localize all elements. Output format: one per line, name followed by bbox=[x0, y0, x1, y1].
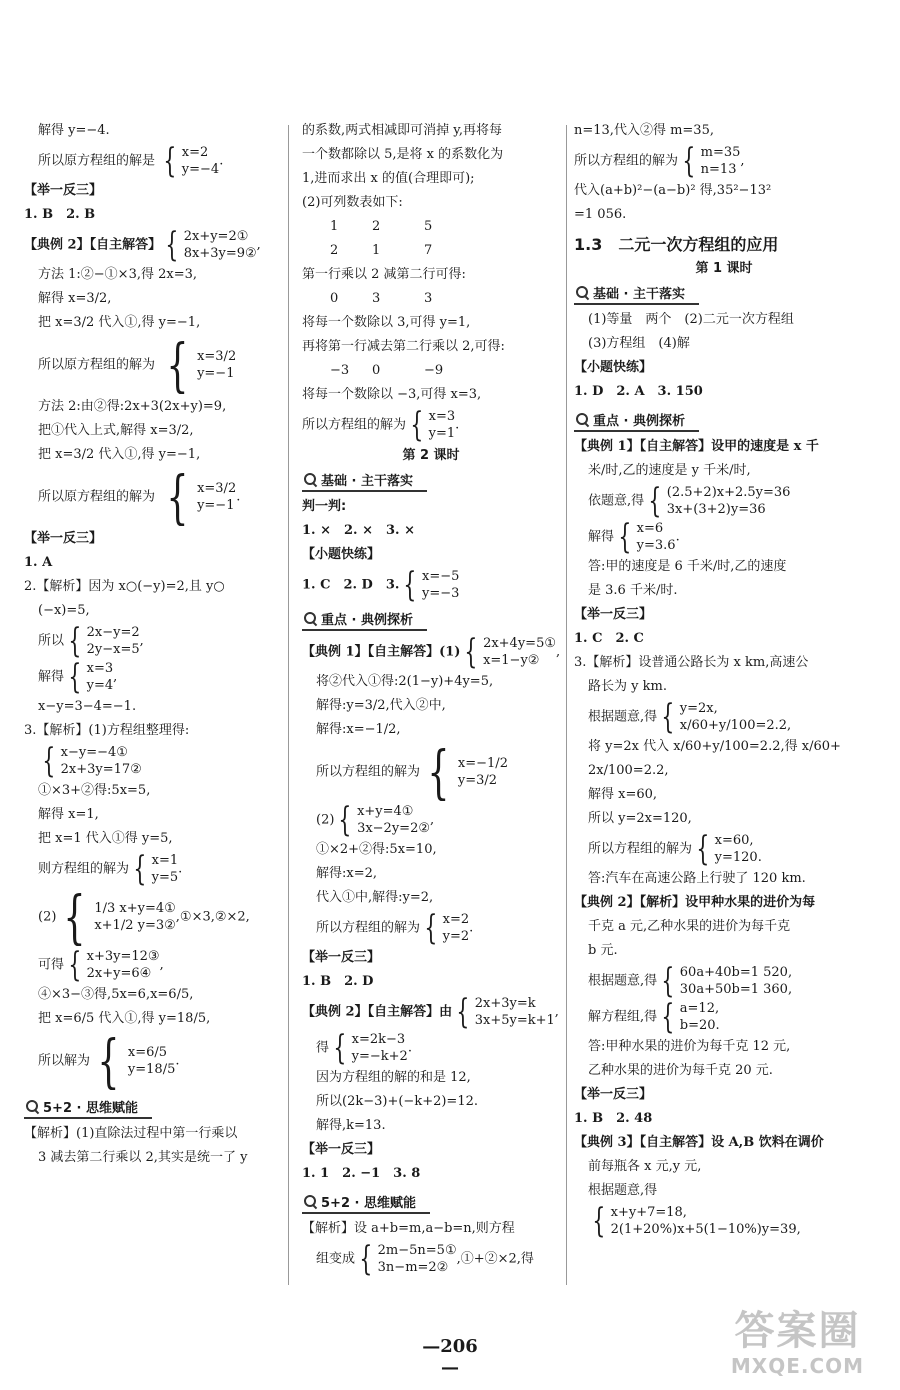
text-line: 解得,k=13. bbox=[316, 1118, 386, 1133]
label: 【典例 1】【自主解答】(1) bbox=[302, 644, 461, 660]
text-line: n=13,代入②得 m=35, bbox=[574, 123, 714, 138]
equation: x−y=−4① bbox=[60, 745, 128, 760]
example-line bbox=[302, 995, 560, 1029]
number-table-row bbox=[302, 360, 560, 382]
answers: 1. B 2. B bbox=[24, 207, 96, 222]
heading: 【举一反三】 bbox=[24, 531, 103, 546]
heading: 【举一反三】 bbox=[302, 1142, 381, 1157]
equation: x+y=4① bbox=[357, 804, 414, 819]
text: 所以方程组的解为 bbox=[316, 764, 421, 780]
equation-system: { 2m−5n=5① 3n−m=2② bbox=[359, 1242, 457, 1276]
text-line: 把 x=1 代入①得 y=5, bbox=[38, 831, 173, 846]
example-line bbox=[302, 635, 560, 669]
text-line: (3)方程组 (4)解 bbox=[588, 336, 690, 351]
equation: y=−1 bbox=[197, 366, 235, 381]
text-line: 答:甲的速度是 6 千米/时,乙的速度 bbox=[588, 559, 787, 574]
text: 所以解为 bbox=[38, 1053, 91, 1069]
equation-system: { x−y=−4① 2x+3y=17② bbox=[42, 744, 142, 778]
text-line: 千克 a 元,乙种水果的进价为每千克 bbox=[588, 919, 791, 934]
equation: y=2 bbox=[442, 929, 470, 944]
chapter-title: 1.3 二元一次方程组的应用 bbox=[574, 235, 779, 254]
text: 可得 bbox=[38, 957, 65, 973]
equation: x=2k−3 bbox=[351, 1032, 406, 1047]
text: 依题意,得 bbox=[588, 493, 645, 509]
text-line: 解得:x=−1/2, bbox=[316, 722, 401, 737]
heading: 【举一反三】 bbox=[574, 607, 653, 622]
text: , bbox=[430, 812, 435, 828]
example-line bbox=[24, 228, 276, 262]
cell: −3 bbox=[330, 363, 350, 378]
equation: x+y+7=18, bbox=[610, 1205, 687, 1220]
text: . bbox=[455, 417, 460, 433]
section-heading bbox=[574, 282, 699, 305]
equation: 3x+5y=k+1 bbox=[474, 1013, 555, 1028]
solution-line bbox=[302, 803, 560, 837]
text-line: 的系数,两式相减即可消掉 y,再将每 bbox=[302, 123, 503, 138]
equation: 2(1+20%)x+5(1−10%)y=39, bbox=[610, 1222, 801, 1237]
text: ,①×3,②×2, bbox=[175, 909, 250, 925]
equation: x=3/2 bbox=[197, 349, 237, 364]
text-line: b 元. bbox=[588, 943, 618, 958]
equation-system: { m=35 n=13 bbox=[682, 144, 741, 178]
heading: 【举一反三】 bbox=[302, 950, 381, 965]
text: . bbox=[407, 1040, 412, 1056]
text-line: x−y=3−4=−1. bbox=[38, 699, 137, 714]
text-line: 是 3.6 千米/时. bbox=[588, 583, 678, 598]
text: 所以方程组的解为 bbox=[574, 153, 679, 169]
equation-system: { x+y=4① 3x−2y=2② bbox=[338, 803, 430, 837]
answers: 1. 1 2. −1 3. 8 bbox=[302, 1166, 421, 1181]
text-line bbox=[574, 892, 874, 914]
equation-system: { a=12, b=20. bbox=[661, 1000, 720, 1034]
equation: x=3/2 bbox=[197, 481, 237, 496]
equation: x=2 bbox=[181, 145, 209, 160]
text-line: (−x)=5, bbox=[38, 603, 90, 618]
equation: x=1−y② bbox=[483, 653, 540, 668]
equation: 2x+3y=17② bbox=[60, 762, 142, 777]
equation-system: { x=1 y=5 bbox=[133, 852, 179, 886]
heading: 【小题快练】 bbox=[574, 360, 653, 375]
text-line: 一个数都除以 5,是将 x 的系数化为 bbox=[302, 147, 504, 162]
text: 根据题意,得 bbox=[588, 709, 658, 725]
text-line: 解得 y=−4. bbox=[38, 123, 110, 138]
solution-line bbox=[302, 911, 560, 945]
equation-system: { 60a+40b=1 520, 30a+50b=1 360, bbox=[661, 964, 793, 998]
text: 所以原方程组的解为 bbox=[38, 357, 156, 373]
solution-line bbox=[24, 888, 276, 946]
solution-line bbox=[574, 520, 874, 554]
solution-line bbox=[24, 744, 276, 778]
text: 所以方程组的解为 bbox=[316, 920, 421, 936]
cell: 1 bbox=[330, 219, 339, 234]
cell: 1 bbox=[372, 243, 381, 258]
section-title: 基础 · 主干落实 bbox=[321, 474, 413, 489]
text-line: 米/时,乙的速度是 y 千米/时, bbox=[588, 463, 751, 478]
text: 所以方程组的解为 bbox=[302, 417, 407, 433]
equation: y=−3 bbox=[422, 586, 460, 601]
equation: y=−4 bbox=[181, 162, 220, 177]
solution-line bbox=[24, 624, 276, 658]
equation: y=4 bbox=[86, 678, 114, 693]
equation: x=6/5 bbox=[127, 1045, 168, 1060]
equation-system: { 2x+y=2① 8x+3y=9② bbox=[165, 228, 257, 262]
text: , bbox=[159, 957, 164, 973]
text: , bbox=[740, 153, 745, 169]
text-line: 路长为 y km. bbox=[588, 679, 667, 694]
section-title: 5+2 · 思维赋能 bbox=[321, 1196, 416, 1211]
text-line: 3.【解析】设普通公路长为 x km,高速公 bbox=[574, 655, 809, 670]
text-line: 根据题意,得 bbox=[588, 1183, 658, 1198]
equation: x+3y=12③ bbox=[86, 949, 160, 964]
equation: y=2x, bbox=[679, 701, 718, 716]
text: 所以原方程组的解为 bbox=[38, 489, 156, 505]
text-line: 解得 x=60, bbox=[588, 787, 658, 802]
text: , bbox=[256, 237, 261, 253]
equation: y=3.6 bbox=[636, 538, 676, 553]
solution-line bbox=[574, 144, 874, 178]
text-line: 前每瓶各 x 元,y 元, bbox=[588, 1159, 702, 1174]
section-heading bbox=[302, 608, 427, 631]
cell: 3 bbox=[424, 291, 433, 306]
equation: x+1/2 y=3② bbox=[94, 918, 176, 933]
equation: 2x+3y=k bbox=[474, 996, 536, 1011]
equation-system: { 1/3 x+y=4① x+1/2 y=3② bbox=[63, 888, 176, 946]
equation: 1/3 x+y=4① bbox=[94, 901, 176, 916]
equation: m=35 bbox=[700, 145, 741, 160]
equation: y=120. bbox=[714, 850, 762, 865]
solution-line bbox=[302, 743, 560, 801]
section-heading bbox=[24, 1096, 152, 1119]
equation-system: { x=3/2 y=−1 bbox=[166, 336, 237, 394]
magnifier-icon bbox=[26, 1100, 39, 1113]
text: 根据题意,得 bbox=[588, 973, 658, 989]
equation-system: { x=2k−3 y=−k+2 bbox=[333, 1031, 408, 1065]
text-line: 把①代入上式,解得 x=3/2, bbox=[38, 423, 194, 438]
column-right bbox=[574, 120, 874, 1280]
column-divider bbox=[288, 125, 289, 1285]
text: 则方程组的解为 bbox=[38, 861, 130, 877]
equation: y=5 bbox=[151, 870, 179, 885]
equation: y=−1 bbox=[197, 498, 235, 513]
cell: 7 bbox=[424, 243, 433, 258]
solution-line bbox=[24, 852, 276, 886]
text: . bbox=[236, 489, 241, 505]
equation: y=−k+2 bbox=[351, 1049, 408, 1064]
text-line: 【解析】(1)直除法过程中第一行乘以 bbox=[24, 1126, 238, 1141]
equation: 60a+40b=1 520, bbox=[679, 965, 793, 980]
text: (2) bbox=[38, 909, 57, 925]
equation: x=−1/2 bbox=[457, 756, 508, 771]
text-line: 将 y=2x 代入 x/60+y/100=2.2,得 x/60+ bbox=[588, 739, 841, 754]
solution-line bbox=[24, 660, 276, 694]
cell: 0 bbox=[372, 363, 381, 378]
equation: 30a+50b=1 360, bbox=[679, 982, 793, 997]
number-table-row bbox=[302, 216, 560, 238]
answers: 1. B 2. 48 bbox=[574, 1111, 653, 1126]
heading: 判一判: bbox=[302, 499, 347, 514]
watermark-url: MXQE.COM bbox=[730, 1354, 865, 1378]
equation-system: { x=−1/2 y=3/2 bbox=[427, 743, 508, 801]
column-divider bbox=[566, 125, 567, 1285]
equation-system: { 2x−y=2 2y−x=5 bbox=[68, 624, 140, 658]
text-line: 3 减去第二行乘以 2,其实是统一了 y bbox=[38, 1150, 248, 1165]
text-line bbox=[574, 436, 874, 458]
equation: x=1 bbox=[151, 853, 179, 868]
solution-line bbox=[24, 336, 276, 394]
solution-line bbox=[24, 144, 276, 178]
section-heading bbox=[302, 469, 427, 492]
heading: 【举一反三】 bbox=[24, 183, 103, 198]
text-line: 解得:x=2, bbox=[316, 866, 378, 881]
equation: 8x+3y=9② bbox=[183, 246, 257, 261]
text: , bbox=[556, 644, 560, 660]
text: . bbox=[219, 153, 224, 169]
equation: y=18/5 bbox=[127, 1062, 176, 1077]
equation-system: { x=3 y=1 bbox=[410, 408, 456, 442]
solution-line bbox=[574, 832, 874, 866]
text-line: 解得 x=3/2, bbox=[38, 291, 112, 306]
equation-system: { x=3 y=4 bbox=[68, 660, 114, 694]
solution-line bbox=[24, 468, 276, 526]
solution-line bbox=[302, 408, 560, 442]
equation: y=1 bbox=[428, 426, 456, 441]
text: , bbox=[139, 633, 144, 649]
solution-line bbox=[574, 1000, 874, 1034]
equation: x=3 bbox=[86, 661, 114, 676]
text: 【典例 3】【自主解答】设 A,B 饮料在调价 bbox=[574, 1135, 824, 1150]
number-table-row bbox=[302, 288, 560, 310]
text-line: 解得 x=1, bbox=[38, 807, 99, 822]
text-line: 2x/100=2.2, bbox=[588, 763, 669, 778]
cell: −9 bbox=[424, 363, 444, 378]
text-line: 1,进而求出 x 的值(合理即可); bbox=[302, 171, 475, 186]
answer: 1. A bbox=[24, 555, 53, 570]
text: 所以方程组的解为 bbox=[588, 841, 693, 857]
magnifier-icon bbox=[304, 473, 317, 486]
answers: 1. C 2. C bbox=[574, 631, 644, 646]
number-table-row bbox=[302, 240, 560, 262]
text-line: 将每一个数除以 3,可得 y=1, bbox=[302, 315, 471, 330]
text-line: ④×3−③得,5x=6,x=6/5, bbox=[38, 987, 194, 1002]
heading: 【举一反三】 bbox=[574, 1087, 653, 1102]
equation: 2x+y=6④ bbox=[86, 966, 152, 981]
text: (2) bbox=[316, 812, 335, 828]
equation: b=20. bbox=[679, 1018, 720, 1033]
label: 【典例 2】【自主解答】 bbox=[24, 237, 162, 253]
equation: x/60+y/100=2.2, bbox=[679, 718, 792, 733]
text-line: ①×2+②得:5x=10, bbox=[316, 842, 437, 857]
cell: 5 bbox=[424, 219, 433, 234]
text-line: 代入①中,解得:y=2, bbox=[316, 890, 434, 905]
equation-system: { x+y+7=18, 2(1+20%)x+5(1−10%)y=39, bbox=[592, 1204, 801, 1238]
text: 组变成 bbox=[316, 1251, 356, 1267]
text: 得 bbox=[316, 1040, 330, 1056]
section-heading bbox=[574, 409, 699, 432]
equation: n=13 bbox=[700, 162, 737, 177]
text-line: 第一行乘以 2 减第二行可得: bbox=[302, 267, 466, 282]
equation-system: { x=−5 y=−3 bbox=[403, 568, 460, 602]
solution-line bbox=[574, 964, 874, 998]
equation-system: { x=6/5 y=18/5 bbox=[97, 1032, 176, 1090]
equation: 2x+y=2① bbox=[183, 229, 249, 244]
text: 解得 bbox=[588, 529, 615, 545]
section-title: 5+2 · 思维赋能 bbox=[43, 1101, 138, 1116]
text-line: 所以 y=2x=120, bbox=[588, 811, 692, 826]
section-title: 重点 · 典例探析 bbox=[593, 414, 685, 429]
answers: 1. B 2. D bbox=[302, 974, 374, 989]
equation: 3n−m=2② bbox=[377, 1260, 449, 1275]
solution-line bbox=[574, 1204, 874, 1238]
text-line: 方法 1:②−①×3,得 2x=3, bbox=[38, 267, 198, 282]
text-line: 乙种水果的进价为每千克 20 元. bbox=[588, 1063, 773, 1078]
equation: a=12, bbox=[679, 1001, 720, 1016]
text-line: 将每一个数除以 −3,可得 x=3, bbox=[302, 387, 482, 402]
text: 【典例 2】【解析】设甲种水果的进价为每 bbox=[574, 895, 816, 910]
section-title: 重点 · 典例探析 bbox=[321, 613, 413, 628]
label: 【典例 2】【自主解答】由 bbox=[302, 1004, 453, 1020]
text: . bbox=[175, 1053, 180, 1069]
answers bbox=[302, 568, 560, 602]
magnifier-icon bbox=[576, 286, 589, 299]
text: . bbox=[178, 861, 183, 877]
equation: (2.5+2)x+2.5y=36 bbox=[666, 485, 791, 500]
equation-system: { x=6 y=3.6 bbox=[618, 520, 676, 554]
magnifier-icon bbox=[576, 413, 589, 426]
text-line: =1 056. bbox=[574, 207, 627, 222]
text-line bbox=[574, 1132, 874, 1154]
text-line: 把 x=6/5 代入①,得 y=18/5, bbox=[38, 1011, 211, 1026]
lesson-title: 第 2 课时 bbox=[402, 448, 460, 463]
text: 所以 bbox=[38, 633, 65, 649]
equation-system: { (2.5+2)x+2.5y=36 3x+(3+2)y=36 bbox=[648, 484, 791, 518]
equation: y=3/2 bbox=[457, 773, 498, 788]
solution-line bbox=[574, 484, 874, 518]
cell: 2 bbox=[330, 243, 339, 258]
section-title: 基础 · 主干落实 bbox=[593, 287, 685, 302]
equation-system: { x=2 y=2 bbox=[424, 911, 470, 945]
text-line: 把 x=3/2 代入①,得 y=−1, bbox=[38, 447, 201, 462]
text: , bbox=[554, 1004, 559, 1020]
text: 1. C 2. D 3. bbox=[302, 577, 400, 593]
equation: 2x−y=2 bbox=[86, 625, 140, 640]
text-line: (2)可列数表如下: bbox=[302, 195, 403, 210]
equation-system: { x=2 y=−4 bbox=[163, 144, 220, 178]
text-line: 【解析】设 a+b=m,a−b=n,则方程 bbox=[302, 1221, 515, 1236]
cell: 2 bbox=[372, 219, 381, 234]
text-line: 把 x=3/2 代入①,得 y=−1, bbox=[38, 315, 201, 330]
solution-line bbox=[24, 948, 276, 982]
magnifier-icon bbox=[304, 1195, 317, 1208]
equation: x=6 bbox=[636, 521, 664, 536]
text: 解方程组,得 bbox=[588, 1009, 658, 1025]
text: . bbox=[675, 529, 680, 545]
equation-system: { x=60, y=120. bbox=[696, 832, 762, 866]
section-heading bbox=[302, 1191, 430, 1214]
solution-line bbox=[302, 1242, 560, 1276]
heading: 【小题快练】 bbox=[302, 547, 381, 562]
equation: 2x+4y=5① bbox=[483, 636, 556, 651]
page-number: —206— bbox=[422, 1336, 478, 1378]
equation: 2y−x=5 bbox=[86, 642, 140, 657]
watermark-logo bbox=[705, 1308, 890, 1386]
text-line: 将②代入①得:2(1−y)+4y=5, bbox=[316, 674, 494, 689]
equation: x=60, bbox=[714, 833, 754, 848]
equation: 3x−2y=2② bbox=[357, 821, 430, 836]
lesson-title: 第 1 课时 bbox=[695, 261, 753, 276]
equation: x=3 bbox=[428, 409, 456, 424]
text-line: 解得:y=3/2,代入②中, bbox=[316, 698, 446, 713]
column-middle bbox=[302, 120, 560, 1280]
text: 所以原方程组的解是 bbox=[38, 153, 156, 169]
text-line: 3.【解析】(1)方程组整理得: bbox=[24, 723, 190, 738]
solution-line bbox=[24, 1032, 276, 1090]
text-line: 方法 2:由②得:2x+3(2x+y)=9, bbox=[38, 399, 227, 414]
text-line: 因为方程组的解的和是 12, bbox=[316, 1070, 471, 1085]
text-line: 所以(2k−3)+(−k+2)=12. bbox=[316, 1094, 478, 1109]
text: 【典例 1】【自主解答】设甲的速度是 x 千 bbox=[574, 439, 819, 454]
text-line: 再将第一行减去第二行乘以 2,可得: bbox=[302, 339, 505, 354]
equation-system: { 2x+4y=5① x=1−y② bbox=[464, 635, 556, 669]
equation: x=2 bbox=[442, 912, 470, 927]
equation-system: { 2x+3y=k 3x+5y=k+1 bbox=[456, 995, 555, 1029]
solution-line bbox=[574, 700, 874, 734]
equation-system: { y=2x, x/60+y/100=2.2, bbox=[661, 700, 792, 734]
text: , bbox=[113, 669, 118, 685]
text-line: ①×3+②得:5x=5, bbox=[38, 783, 151, 798]
text: ,①+②×2,得 bbox=[456, 1251, 534, 1267]
text-line: 2.【解析】因为 x○(−y)=2,且 y○ bbox=[24, 579, 225, 594]
cell: 0 bbox=[330, 291, 339, 306]
watermark-text: 答案圈 bbox=[734, 1308, 861, 1354]
equation: 2m−5n=5① bbox=[377, 1243, 457, 1258]
magnifier-icon bbox=[304, 612, 317, 625]
cell: 3 bbox=[372, 291, 381, 306]
equation: 3x+(3+2)y=36 bbox=[666, 502, 766, 517]
text: 解得 bbox=[38, 669, 65, 685]
solution-line bbox=[302, 1031, 560, 1065]
text-line: (1)等量 两个 (2)二元一次方程组 bbox=[588, 312, 794, 327]
text: . bbox=[469, 920, 474, 936]
equation-system: { x=3/2 y=−1 bbox=[166, 468, 237, 526]
answers: 1. × 2. × 3. × bbox=[302, 523, 415, 538]
equation: x=−5 bbox=[422, 569, 460, 584]
text-line: 代入(a+b)²−(a−b)² 得,35²−13² bbox=[574, 183, 772, 198]
column-left bbox=[24, 120, 276, 1280]
text-line: 答:汽车在高速公路上行驶了 120 km. bbox=[588, 871, 806, 886]
answers: 1. D 2. A 3. 150 bbox=[574, 384, 703, 399]
text-line: 答:甲种水果的进价为每千克 12 元, bbox=[588, 1039, 791, 1054]
equation-system: { x+3y=12③ 2x+y=6④ bbox=[68, 948, 160, 982]
